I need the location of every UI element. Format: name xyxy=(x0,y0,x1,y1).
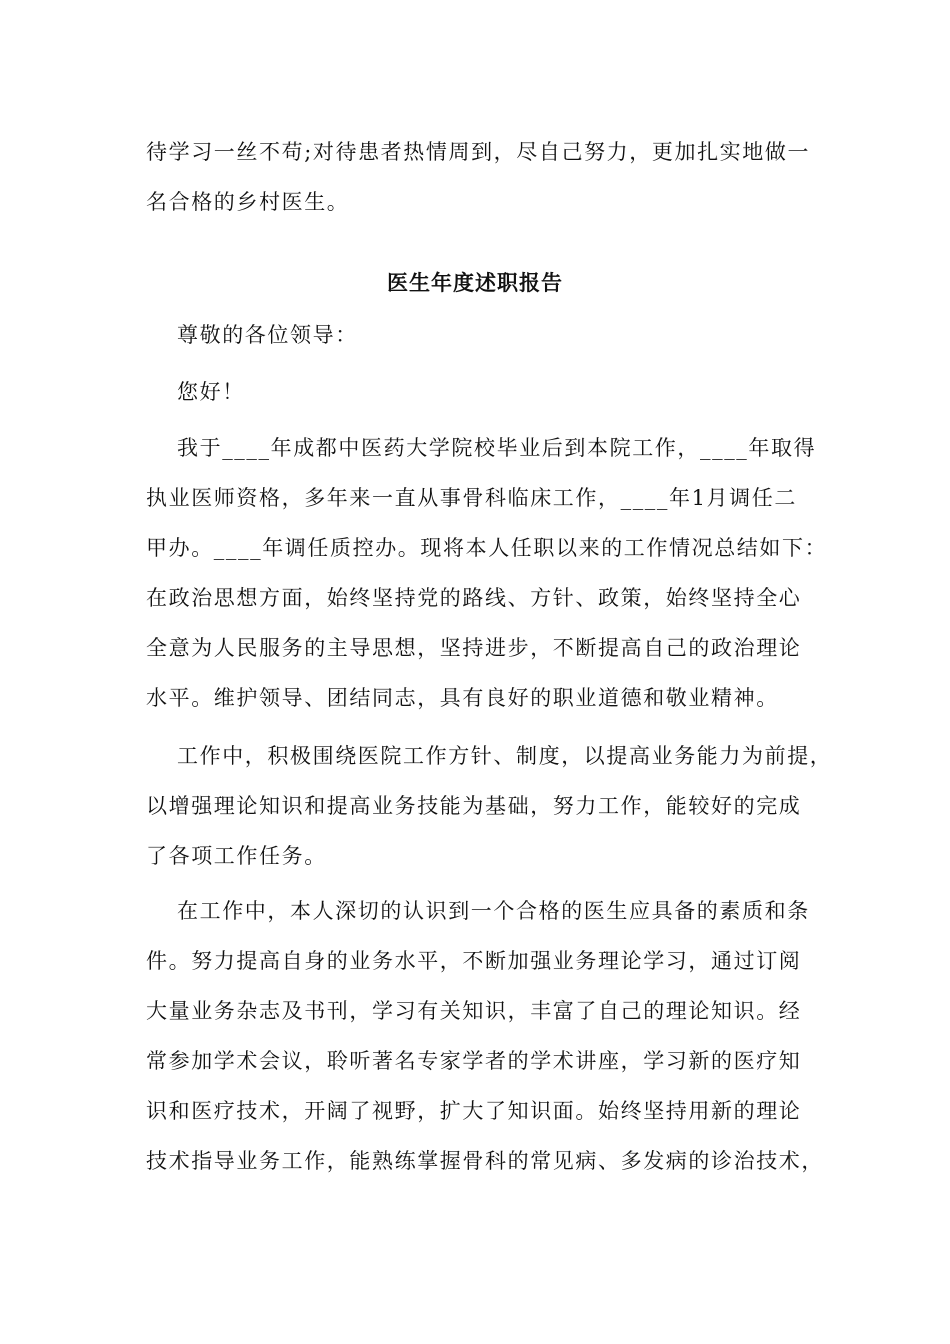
paragraph-line: 以增强理论知识和提高业务技能为基础，努力工作，能较好的完成 xyxy=(146,794,802,818)
paragraph-1 xyxy=(146,423,828,723)
paragraph-line: 名合格的乡村医生。 xyxy=(146,190,350,214)
paragraph-line: 常参加学术会议，聆听著名专家学者的学术讲座，学习新的医疗知 xyxy=(146,1049,802,1073)
paragraph-line: 件。努力提高自身的业务水平，不断加强业务理论学习，通过订阅 xyxy=(146,949,802,973)
paragraph-line: 水平。维护领导、团结同志，具有良好的职业道德和敬业精神。 xyxy=(146,686,779,710)
paragraph-line: 全意为人民服务的主导思想，坚持进步，不断提高自己的政治理论 xyxy=(146,636,802,660)
paragraph-line: 待学习一丝不苟;对待患者热情周到，尽自己努力，更加扎实地做一 xyxy=(146,140,811,164)
paragraph-line: 大量业务杂志及书刊，学习有关知识，丰富了自己的理论知识。经 xyxy=(146,999,802,1023)
paragraph-line: 甲办。____年调任质控办。现将本人任职以来的工作情况总结如下： xyxy=(146,536,828,560)
paragraph-line: 技术指导业务工作，能熟练掌握骨科的常见病、多发病的诊治技术， xyxy=(146,1149,824,1173)
continuation-paragraph xyxy=(146,127,811,227)
paragraph-line: 在工作中，本人深切的认识到一个合格的医生应具备的素质和条 xyxy=(177,899,810,923)
paragraph-line: 工作中，积极围绕医院工作方针、制度，以提高业务能力为前提， xyxy=(177,744,833,768)
paragraph-line: 我于____年成都中医药大学院校毕业后到本院工作，____年取得 xyxy=(177,436,817,460)
greeting-text: 您好！ xyxy=(177,380,245,404)
salutation xyxy=(146,310,806,360)
salutation-text: 尊敬的各位领导： xyxy=(177,323,358,347)
paragraph-line: 识和医疗技术，开阔了视野，扩大了知识面。始终坚持用新的理论 xyxy=(146,1099,802,1123)
paragraph-line: 在政治思想方面，始终坚持党的路线、方针、政策，始终坚持全心 xyxy=(146,586,802,610)
paragraph-line: 执业医师资格，多年来一直从事骨科临床工作，____年1月调任二 xyxy=(146,486,797,510)
paragraph-line: 了各项工作任务。 xyxy=(146,844,327,868)
greeting xyxy=(146,367,806,417)
paragraph-3 xyxy=(146,886,824,1186)
document-title: 医生年度述职报告 xyxy=(387,271,563,295)
paragraph-2 xyxy=(146,731,833,881)
